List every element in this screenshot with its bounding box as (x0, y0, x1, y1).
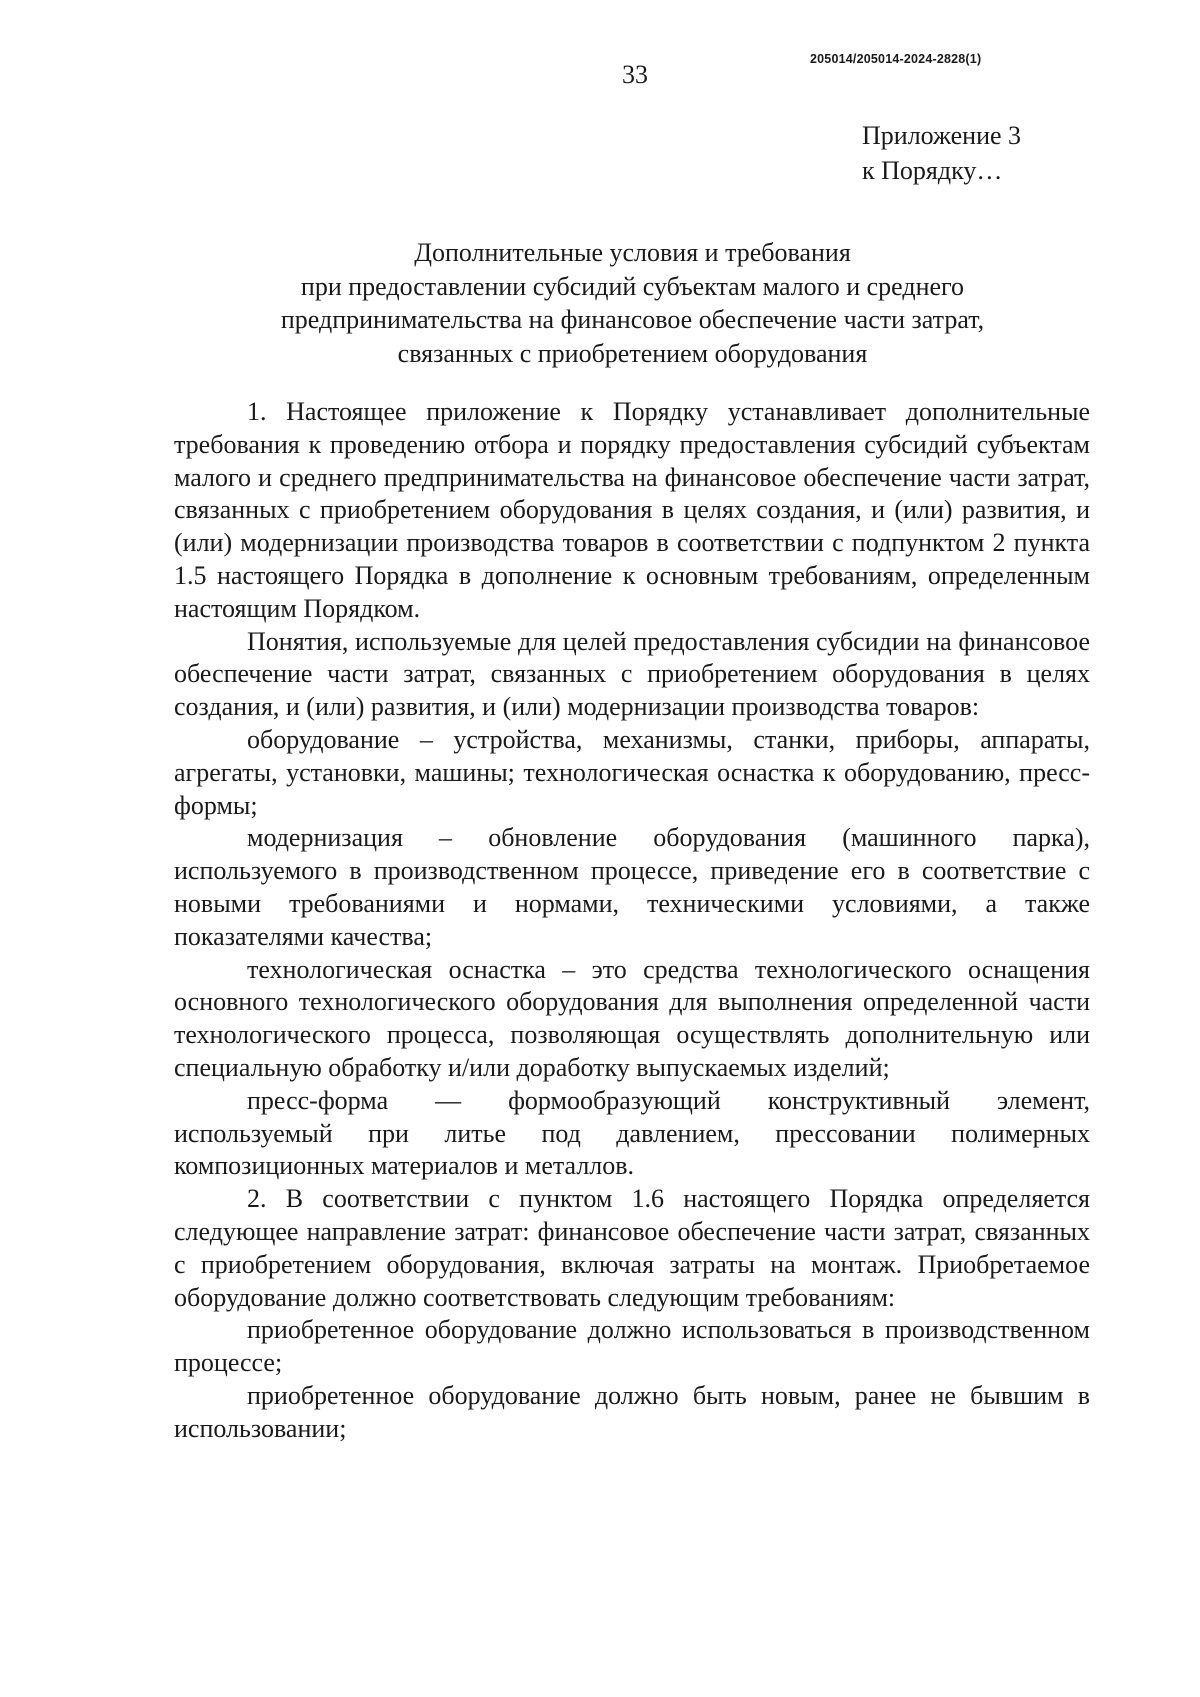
definition-mold: пресс-форма — формообразующий конструктивный элемент, используемый при литье под давлением, прессовании полимерных композиционных материалов и металлов. (174, 1085, 1090, 1181)
appendix-line: к Порядку… (862, 156, 1003, 185)
title-line: при предоставлении субсидий субъектам малого и среднего (300, 271, 965, 301)
document-body (174, 396, 1090, 1446)
document-title (170, 236, 1095, 370)
document-registration-id: 205014/205014-2024-2828(1) (810, 52, 982, 66)
title-line: связанных с приобретением оборудования (397, 338, 868, 368)
appendix-reference (862, 118, 1021, 188)
definition-modernization: модернизация – обновление оборудования (машинного парка), используемого в производственном процессе, приведение его в соответствие с новыми требованиями и нормами, техническими условиями, а также показателями качества; (174, 823, 1090, 951)
title-line: предпринимательства на финансовое обеспечение части затрат, (280, 305, 985, 334)
definition-equipment: оборудование – устройства, механизмы, станки, приборы, аппараты, агрегаты, установки, машины; технологическая оснастка к оборудованию, пресс-формы; (174, 724, 1090, 820)
requirement-production-use: приобретенное оборудование должно использоваться в производственном процессе; (174, 1315, 1090, 1378)
title-line: Дополнительные условия и требования (414, 238, 851, 267)
requirement-new-equipment: приобретенное оборудование должно быть новым, ранее не бывшим в использовании; (174, 1380, 1090, 1443)
paragraph-2: 2. В соответствии с пунктом 1.6 настоящего Порядка определяется следующее направление затрат: финансовое обеспечение части затрат, связанных с приобретением оборудования, включая затраты на монтаж. Приобретаемое оборудование должно соответствовать следующим требованиям: (174, 1184, 1090, 1312)
definition-tooling: технологическая оснастка – это средства технологического оснащения основного технологического оборудования для выполнения определенной части технологического процесса, позволяющая осуществлять дополнительную или специальную обработку и/или доработку выпускаемых изделий; (174, 954, 1090, 1082)
paragraph-1: 1. Настоящее приложение к Порядку устанавливает дополнительные требования к проведению отбора и порядку предоставления субсидий субъектам малого и среднего предпринимательства на финансовое обеспечение части затрат, связанных с приобретением оборудования в целях создания, и (или) развития, и (или) модернизации производства товаров в соответствии с подпунктом 2 пункта 1.5 настоящего Порядка в дополнение к основным требованиям, определенным настоящим Порядком. (174, 397, 1090, 623)
paragraph-concepts-intro: Понятия, используемые для целей предоставления субсидии на финансовое обеспечение части затрат, связанных с приобретением оборудования в целях создания, и (или) развития, и (или) модернизации производства товаров: (174, 626, 1090, 722)
appendix-line: Приложение 3 (862, 121, 1022, 150)
page-number: 33 (622, 60, 648, 89)
